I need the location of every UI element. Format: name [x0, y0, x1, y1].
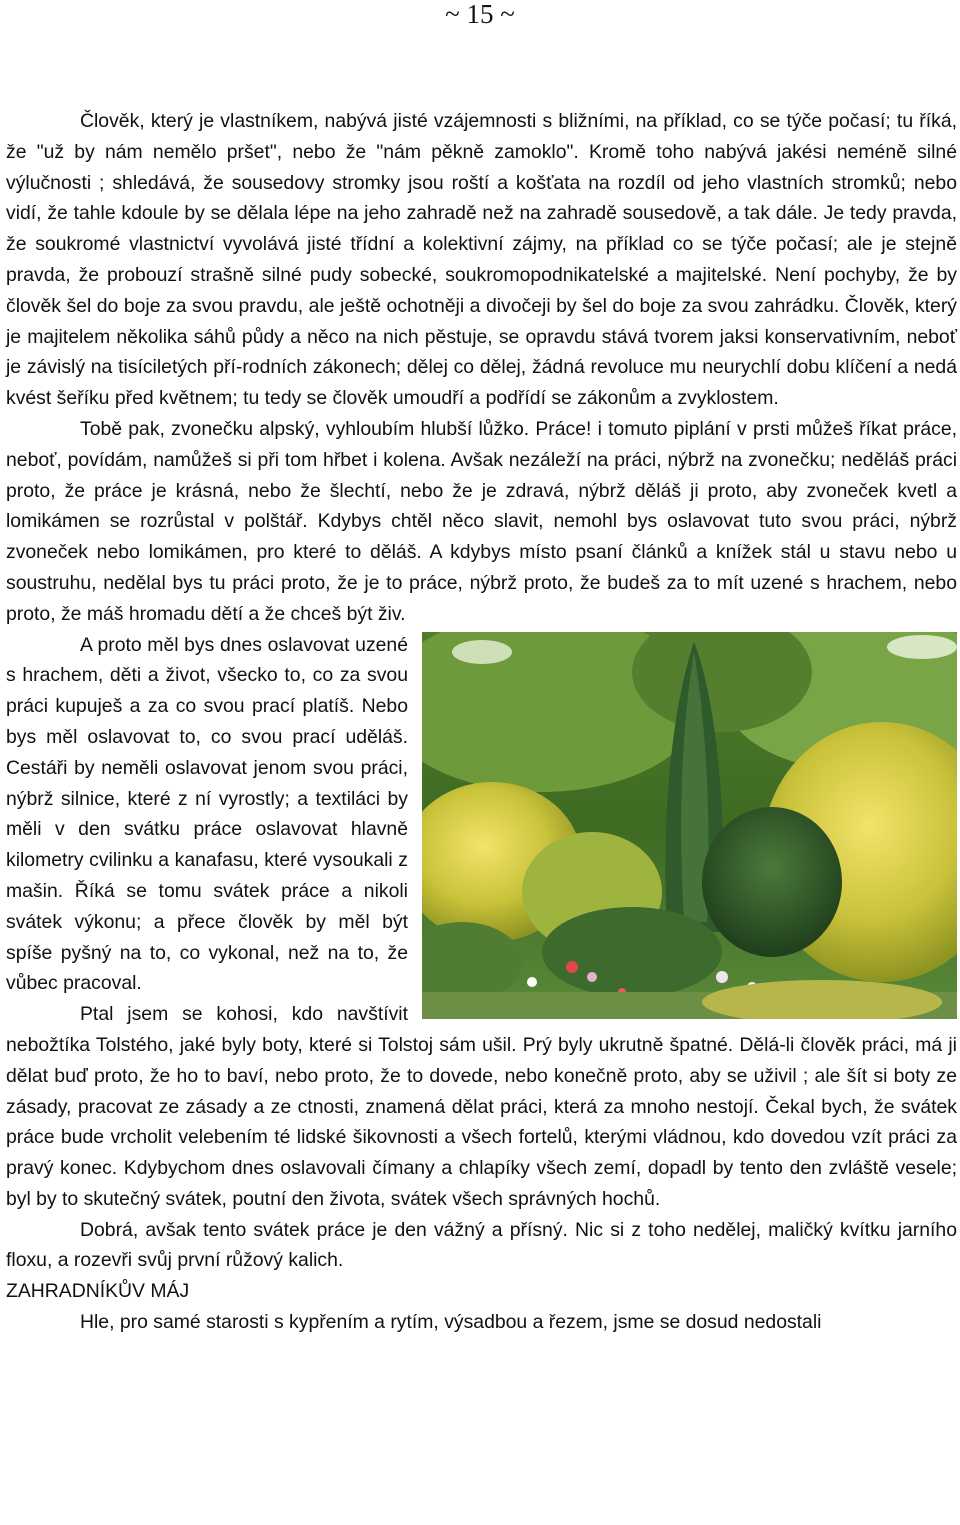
paragraph-5: Dobrá, avšak tento svátek práce je den vážný a přísný. Nic si z toho nedělej, maličký kvítku jarního floxu, a rozevři svůj první růžový kalich. — [6, 1218, 957, 1272]
paragraph-1: Člověk, který je vlastníkem, nabývá jisté vzájemnosti s bližními, na příklad, co se týče počasí; tu říká, že "už by nám nemělo pršet", nebo že "nám pěkně zamoklo". Kromě toho nabývá jakési neméně silné výlučnosti ; shledává, že sousedovy stromky jsou roští a košťata na rozdíl od jeho vlastních stromků; nebo vidí, že tahle kdoule by se dělala lépe na jeho zahradě než na zahradě sousedově, a tak dále. Je tedy pravda, že soukromé vlastnictví vyvolává jisté třídní a kolektivní zájmy, na příklad co se týče počasí; ale je stejně pravda, že probouzí strašně silné pudy sobecké, soukromopodnikatelské a majitelské. Není pochyby, že by člověk šel do boje za svou pravdu, ale ještě ochotněji a divočeji by šel do boje za svou zahrádku. Člověk, který je majitelem několika sáhů půdy a něco na nich pěstuje, se opravdu stává tvorem jaksi konservativním, neboť je závislý na tisíciletých pří-rodních zákonech; dělej co dělej, žádná revoluce mu neurychlí dobu klíčení a nedá kvést šeříku před květnem; tu tedy se člověk umoudří a podřídí se zákonům a zvyklostem. — [6, 110, 957, 410]
garden-photo — [422, 632, 957, 1019]
article-body — [6, 106, 957, 1338]
page-number: ~ 15 ~ — [445, 0, 515, 29]
paragraph-6: Hle, pro samé starosti s kypřením a rytím, výsadbou a řezem, jsme se dosud nedostali — [80, 1311, 822, 1334]
paragraph-3: A proto měl bys dnes oslavovat uzené s hrachem, děti a život, všecko to, co za svou práci kupuješ a za co svou prací platíš. Nebo bys měl oslavovat to, co svou prací uděláš. Cestáři by neměli oslavovat jenom svou práci, nýbrž silnice, které z ní vyrostly; a textiláci by měli v den svátku práce oslavovat hlavně kilometry cvilinku a kanafasu, které vysoukali z mašin. Říká se tomu svátek práce a nikoli svátek výkonu; a přece člověk by měl být spíše pyšný na to, co vykonal, než na to, že vůbec pracoval. — [6, 633, 408, 995]
section-heading: ZAHRADNÍKŮV MÁJ — [6, 1280, 190, 1303]
paragraph-4: Ptal jsem se kohosi, kdo navštívit nebožtíka Tolstého, jaké byly boty, které si Tolstoj sám ušil. Prý byly ukrutně špatné. Dělá-li člověk práci, má ji dělat buď proto, že ho to baví, nebo proto, že to dovede, nebo konečně proto, aby se uživil ; ale šít si boty ze zásady, pracovat ze zásady a ze ctnosti, znamená dělat práci, která za mnoho nestojí. Čekal bych, že svátek práce bude vrcholit velebením té lidské šikovnosti a všech fortelů, kterými vládnou, kdo dovedou vzít práci za pravý konec. Kdybychom dnes oslavovali čímany a chlapíky všech zemí, dopadl by tento den zvláště vesele; byl by to skutečný svátek, poutní den života, svátek všech správných hochů. — [6, 1003, 957, 1210]
paragraph-2: Tobě pak, zvonečku alpský, vyhloubím hlubší lůžko. Práce! i tomuto piplání v prsti můžeš říkat práce, neboť, povídám, namůžeš si při tom hřbet i kolena. Avšak nezáleží na práci, nýbrž na zvonečku; neděláš práci proto, že práce je krásná, nebo že šlechtí, nebo že je zdravá, nýbrž děláš ji proto, aby zvoneček kvetl a lomikámen se rozrůstal v polštář. Kdybys chtěl něco slavit, nemohl bys oslavovat tuto svou práci, nýbrž zvoneček nebo lomikámen, pro které to děláš. A kdybys místo psaní článků a knížek stál u stavu nebo u soustruhu, nedělal bys tu práci proto, že je to práce, nýbrž proto, že budeš za to mít uzené s hrachem, nebo proto, že máš hromadu dětí a že chceš být živ. — [6, 417, 957, 625]
